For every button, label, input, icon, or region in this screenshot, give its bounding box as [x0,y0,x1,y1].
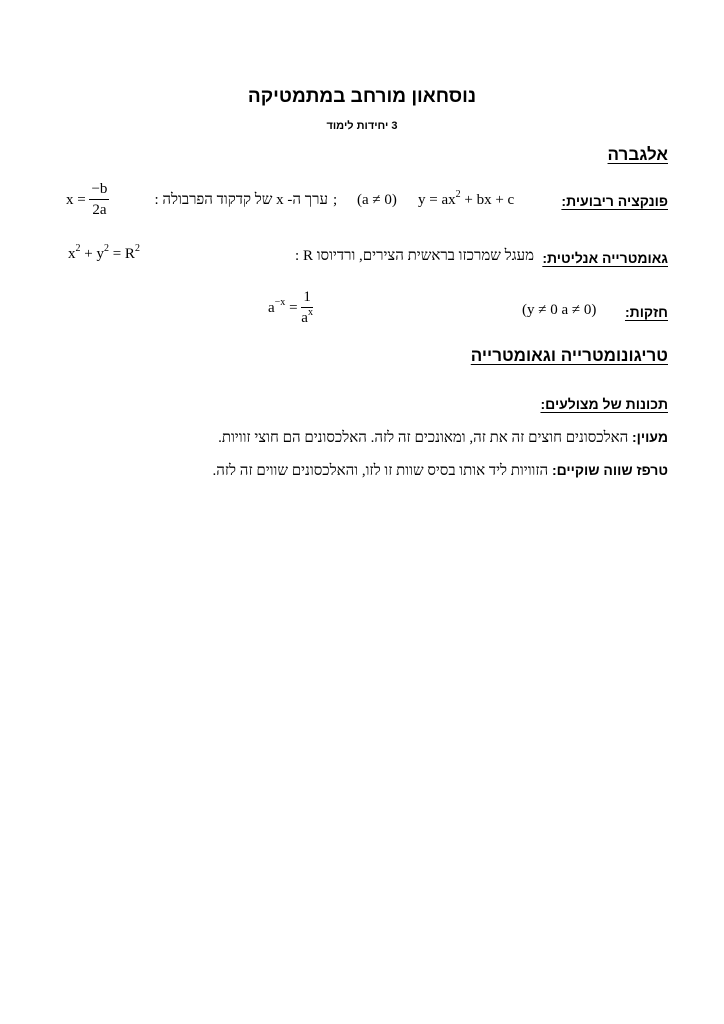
rhombus-text: האלכסונים חוצים זה את זה, ומאונכים זה לזה. האלכסונים הם חוצי זוויות. [218,430,632,446]
quadratic-separator: ; [333,192,338,208]
quadratic-formula: $y = ax^2$ + bx + c [418,189,515,208]
algebra-heading: אלגברה [607,145,668,164]
page-title: נוסחאון מורחב במתמטיקה [247,86,477,107]
circle-description: מעגל שמרכזו בראשית הצירים, ורדיוסו R : [295,248,534,264]
rhombus-label: מעוין: [631,429,668,445]
polygons-label: תכונות של מצולעים: [540,396,668,412]
page-subtitle: 3 יחידות לימוד [326,120,398,132]
rhombus-line [218,429,668,447]
trig-geometry-heading: טריגונומטרייה וגאומטרייה [470,346,668,365]
quadratic-label: פונקציה ריבועית: [561,193,668,209]
powers-condition: (y ≠ 0 a ≠ 0) [522,302,597,318]
quadratic-condition: (a ≠ 0) [357,192,397,208]
circle-formula: $x^2 + y^2 = R^2$ [68,243,140,262]
vertex-formula: x = $\frac{-b}{2a}$ [66,181,108,218]
analytic-geometry-label: גאומטרייה אנליטית: [542,250,668,266]
vertex-description: ערך ה- x של קדקוד הפרבולה : [154,192,328,208]
powers-formula: $a^{-x}$ = $\frac{1}{a^x}$ [268,289,313,326]
trapezoid-text: הזוויות ליד אותו בסיס שוות זו לזו, והאלכסונים שווים זה לזה. [212,463,552,479]
trapezoid-label: טרפז שווה שוקיים: [551,462,668,478]
trapezoid-line [212,462,668,480]
powers-label: חזקות: [624,304,668,320]
